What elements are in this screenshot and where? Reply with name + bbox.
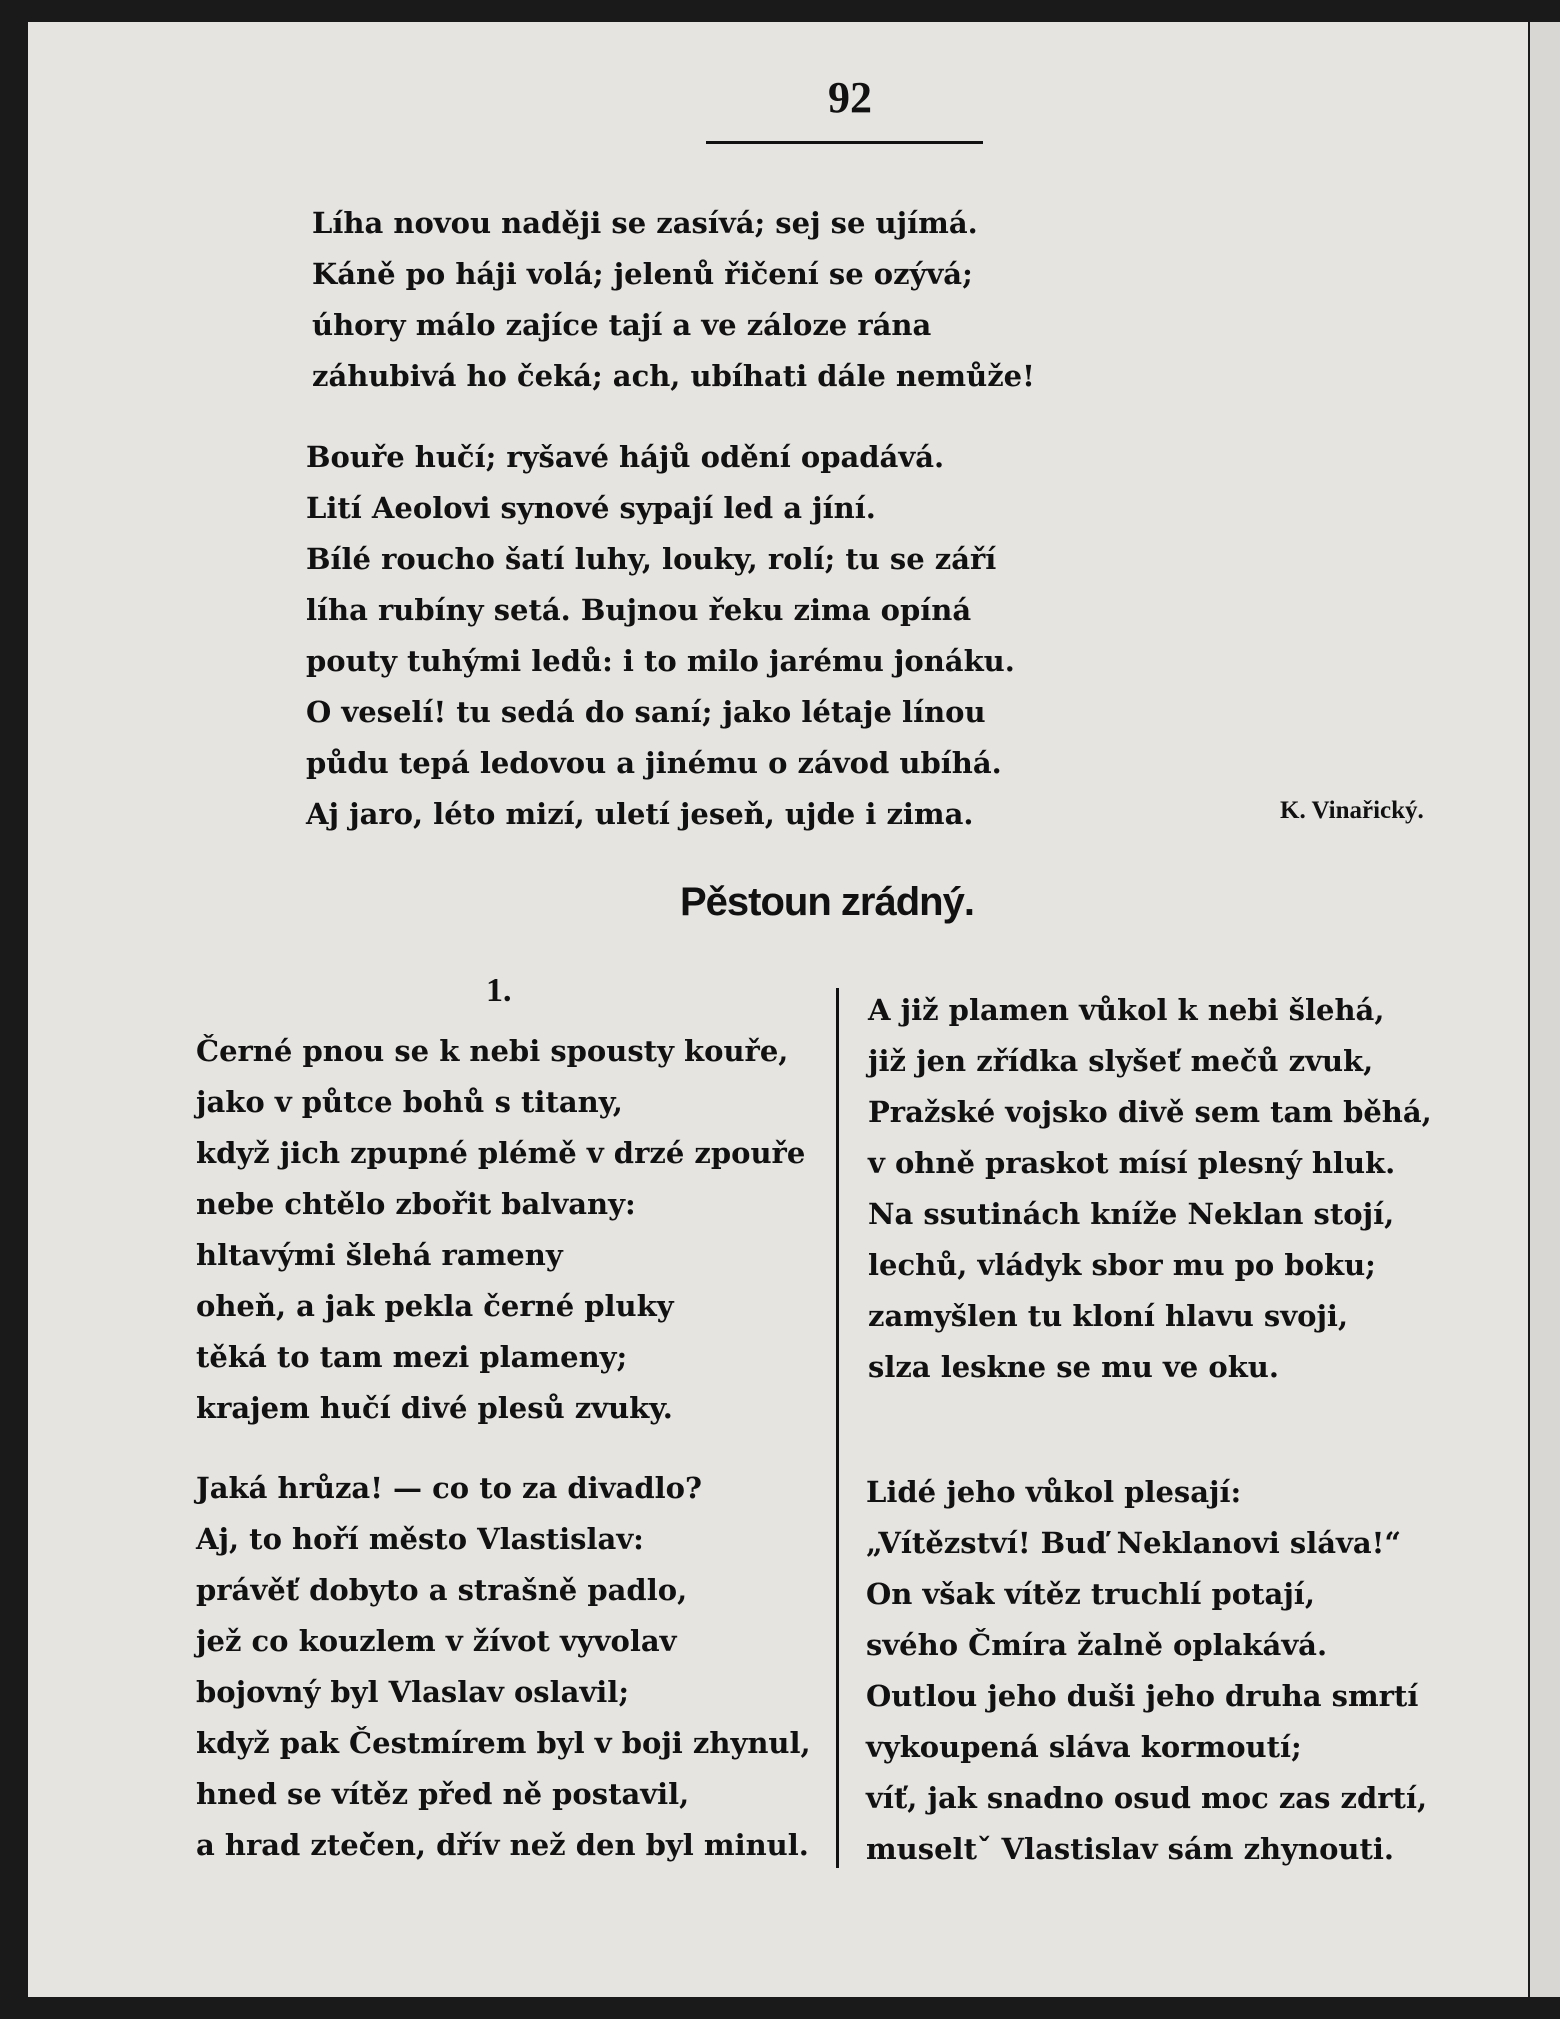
verse-line: Aj, to hoří město Vlastislav: — [196, 1522, 644, 1556]
verse-line: Bílé roucho šatí luhy, louky, rolí; tu se září — [306, 542, 997, 576]
verse-line: v ohně praskot mísí plesný hluk. — [868, 1146, 1396, 1180]
verse-line: úhory málo zajíce tají a ve záloze rána — [312, 308, 932, 342]
verse-line: pouty tuhými ledů: i to milo jarému jonáku. — [306, 644, 1015, 678]
verse-line: když jich zpupné plémě v drzé zpouře — [196, 1136, 806, 1170]
verse-line: půdu tepá ledovou a jinému o závod ubíhá. — [306, 746, 1002, 780]
verse-line: zamyšlen tu kloní hlavu svoji, — [868, 1299, 1349, 1333]
verse-line: nebe chtělo zbořit balvany: — [196, 1187, 636, 1221]
verse-line: Lidé jeho vůkol plesají: — [866, 1475, 1242, 1509]
verse-line: O veselí! tu sedá do saní; jako létaje línou — [306, 695, 986, 729]
verse-line: líha rubíny setá. Bujnou řeku zima opíná — [306, 593, 972, 627]
verse-line: Outlou jeho duši jeho druha smrtí — [866, 1679, 1419, 1713]
verse-line: „Vítězství! Buď Neklanovi sláva!“ — [866, 1526, 1402, 1560]
page-edge — [1530, 22, 1560, 1997]
verse-line: Na ssutinách kníže Neklan stojí, — [868, 1197, 1395, 1231]
verse-line: Bouře hučí; ryšavé hájů odění opadává. — [306, 440, 945, 474]
verse-line: když pak Čestmírem byl v boji zhynul, — [196, 1726, 811, 1760]
verse-line: Jaká hrůza! — co to za divadlo? — [196, 1471, 702, 1505]
header-rule — [706, 141, 983, 144]
right-stanza1 — [868, 985, 1432, 1393]
verse-line: vykoupená sláva kormoutí; — [866, 1730, 1302, 1764]
verse-line: museltˇ Vlastislav sám zhynouti. — [866, 1832, 1395, 1866]
verse-line: Černé pnou se k nebi spousty kouře, — [196, 1034, 789, 1068]
author-signature: K. Vinařický. — [1280, 797, 1424, 824]
verse-line: právěť dobyto a strašně padlo, — [196, 1573, 688, 1607]
verse-line: jež co kouzlem v žívot vyvolav — [196, 1624, 677, 1658]
poem1-stanza1 — [312, 198, 1035, 402]
right-stanza2 — [866, 1467, 1427, 1875]
verse-line: oheň, a jak pekla černé pluky — [196, 1289, 674, 1323]
verse-line: krajem hučí divé plesů zvuky. — [196, 1391, 673, 1425]
verse-line: již jen zřídka slyšeť mečů zvuk, — [868, 1044, 1374, 1078]
poem1-stanza2 — [306, 432, 1015, 840]
verse-line: On však vítěz truchlí potají, — [866, 1577, 1315, 1611]
verse-line: lechů, vládyk sbor mu po boku; — [868, 1248, 1376, 1282]
verse-line: a hrad zteč̌en, dřív než den byl minul. — [196, 1828, 809, 1862]
verse-line: těká to tam mezi plameny; — [196, 1340, 628, 1374]
verse-line: svého Čmíra žalně oplakává. — [866, 1628, 1328, 1662]
verse-line: A již plamen vůkol k nebi šlehá, — [868, 993, 1385, 1027]
verse-line: Lití Aeolovi synové sypají led a jíní. — [306, 491, 876, 525]
verse-line: Pražské vojsko divě sem tam běhá, — [868, 1095, 1432, 1129]
verse-line: jako v půtce bohů s titany, — [196, 1085, 623, 1119]
left-stanza2 — [196, 1463, 811, 1871]
section-number: 1. — [486, 972, 512, 1009]
verse-line: záhubivá ho čeká; ach, ubíhati dále nemůže! — [312, 359, 1035, 393]
column-divider — [836, 988, 839, 1868]
verse-line: slza leskne se mu ve oku. — [868, 1350, 1279, 1384]
verse-line: hltavými šlehá rameny — [196, 1238, 563, 1272]
poem-title: Pěstoun zrádný. — [680, 880, 974, 924]
verse-line: bojovný byl Vlaslav oslavil; — [196, 1675, 630, 1709]
page-number: 92 — [828, 73, 872, 122]
verse-line: víť, jak snadno osud moc zas zdrtí, — [866, 1781, 1428, 1815]
verse-line: hned se vítěz před ně postavil, — [196, 1777, 690, 1811]
left-stanza1 — [196, 1026, 805, 1434]
verse-line: Káně po háji volá; jelenů řičení se ozývá; — [312, 257, 973, 291]
verse-line: Líha novou naději se zasívá; sej se ujímá. — [312, 206, 978, 240]
verse-line: Aj jaro, léto mizí, uletí jeseň, ujde i zima. — [306, 797, 974, 831]
